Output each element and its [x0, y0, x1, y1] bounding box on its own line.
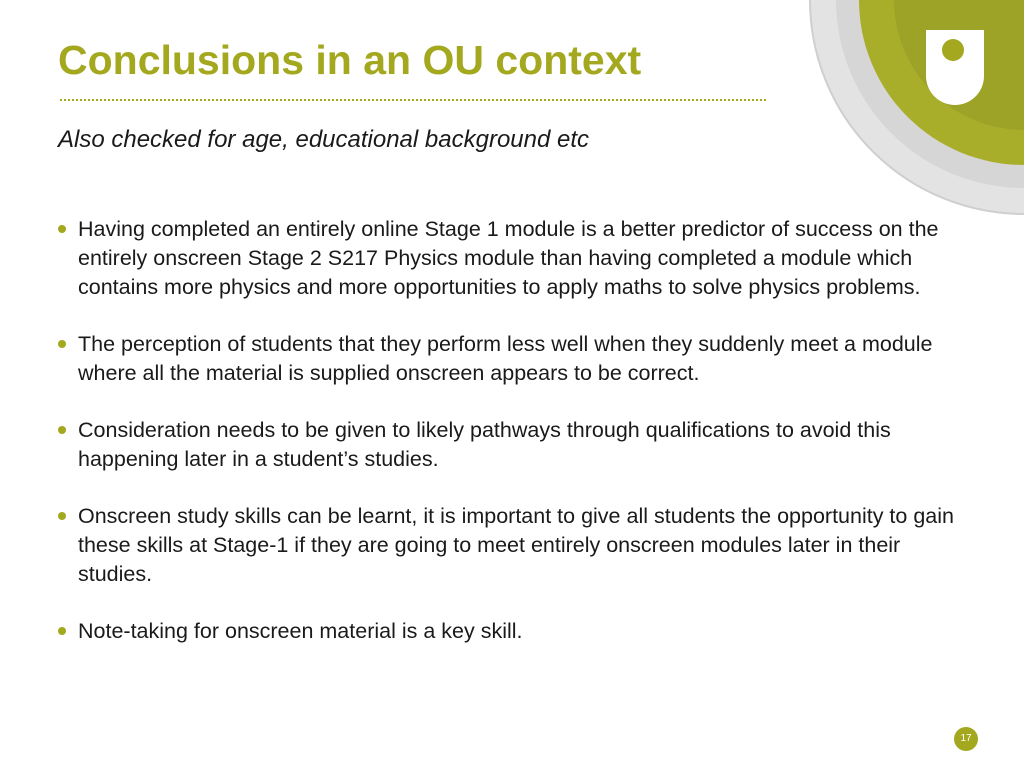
page-number-badge: 17	[954, 727, 978, 751]
bullet-dot-icon	[58, 627, 66, 635]
bullet-list	[58, 215, 978, 674]
bullet-dot-icon	[58, 225, 66, 233]
bullet-item	[58, 502, 978, 589]
bullet-text: Onscreen study skills can be learnt, it is important to give all students the opportunity to gain these skills at Stage-1 if they are going to meet entirely onscreen modules later in their studies.	[78, 504, 954, 586]
bullet-text: Note-taking for onscreen material is a key skill.	[78, 619, 523, 643]
bullet-dot-icon	[58, 340, 66, 348]
slide-subtitle: Also checked for age, educational background etc	[58, 126, 590, 153]
bullet-text: Having completed an entirely online Stage 1 module is a better predictor of success on the entirely onscreen Stage 2 S217 Physics module than having completed a module which contains more physics and more opportunities to apply maths to solve physics problems.	[78, 217, 939, 299]
open-university-logo-icon	[926, 30, 984, 105]
slide-title: Conclusions in an OU context	[58, 37, 642, 83]
bullet-dot-icon	[58, 426, 66, 434]
bullet-text: Consideration needs to be given to likely pathways through qualifications to avoid this happening later in a student’s studies.	[78, 418, 891, 471]
title-divider	[60, 99, 766, 101]
bullet-item	[58, 617, 978, 646]
bullet-item	[58, 215, 978, 302]
bullet-item	[58, 416, 978, 474]
bullet-dot-icon	[58, 512, 66, 520]
bullet-text: The perception of students that they perform less well when they suddenly meet a module where all the material is supplied onscreen appears to be correct.	[78, 332, 933, 385]
bullet-item	[58, 330, 978, 388]
decorative-corner-circles	[809, 0, 1024, 215]
